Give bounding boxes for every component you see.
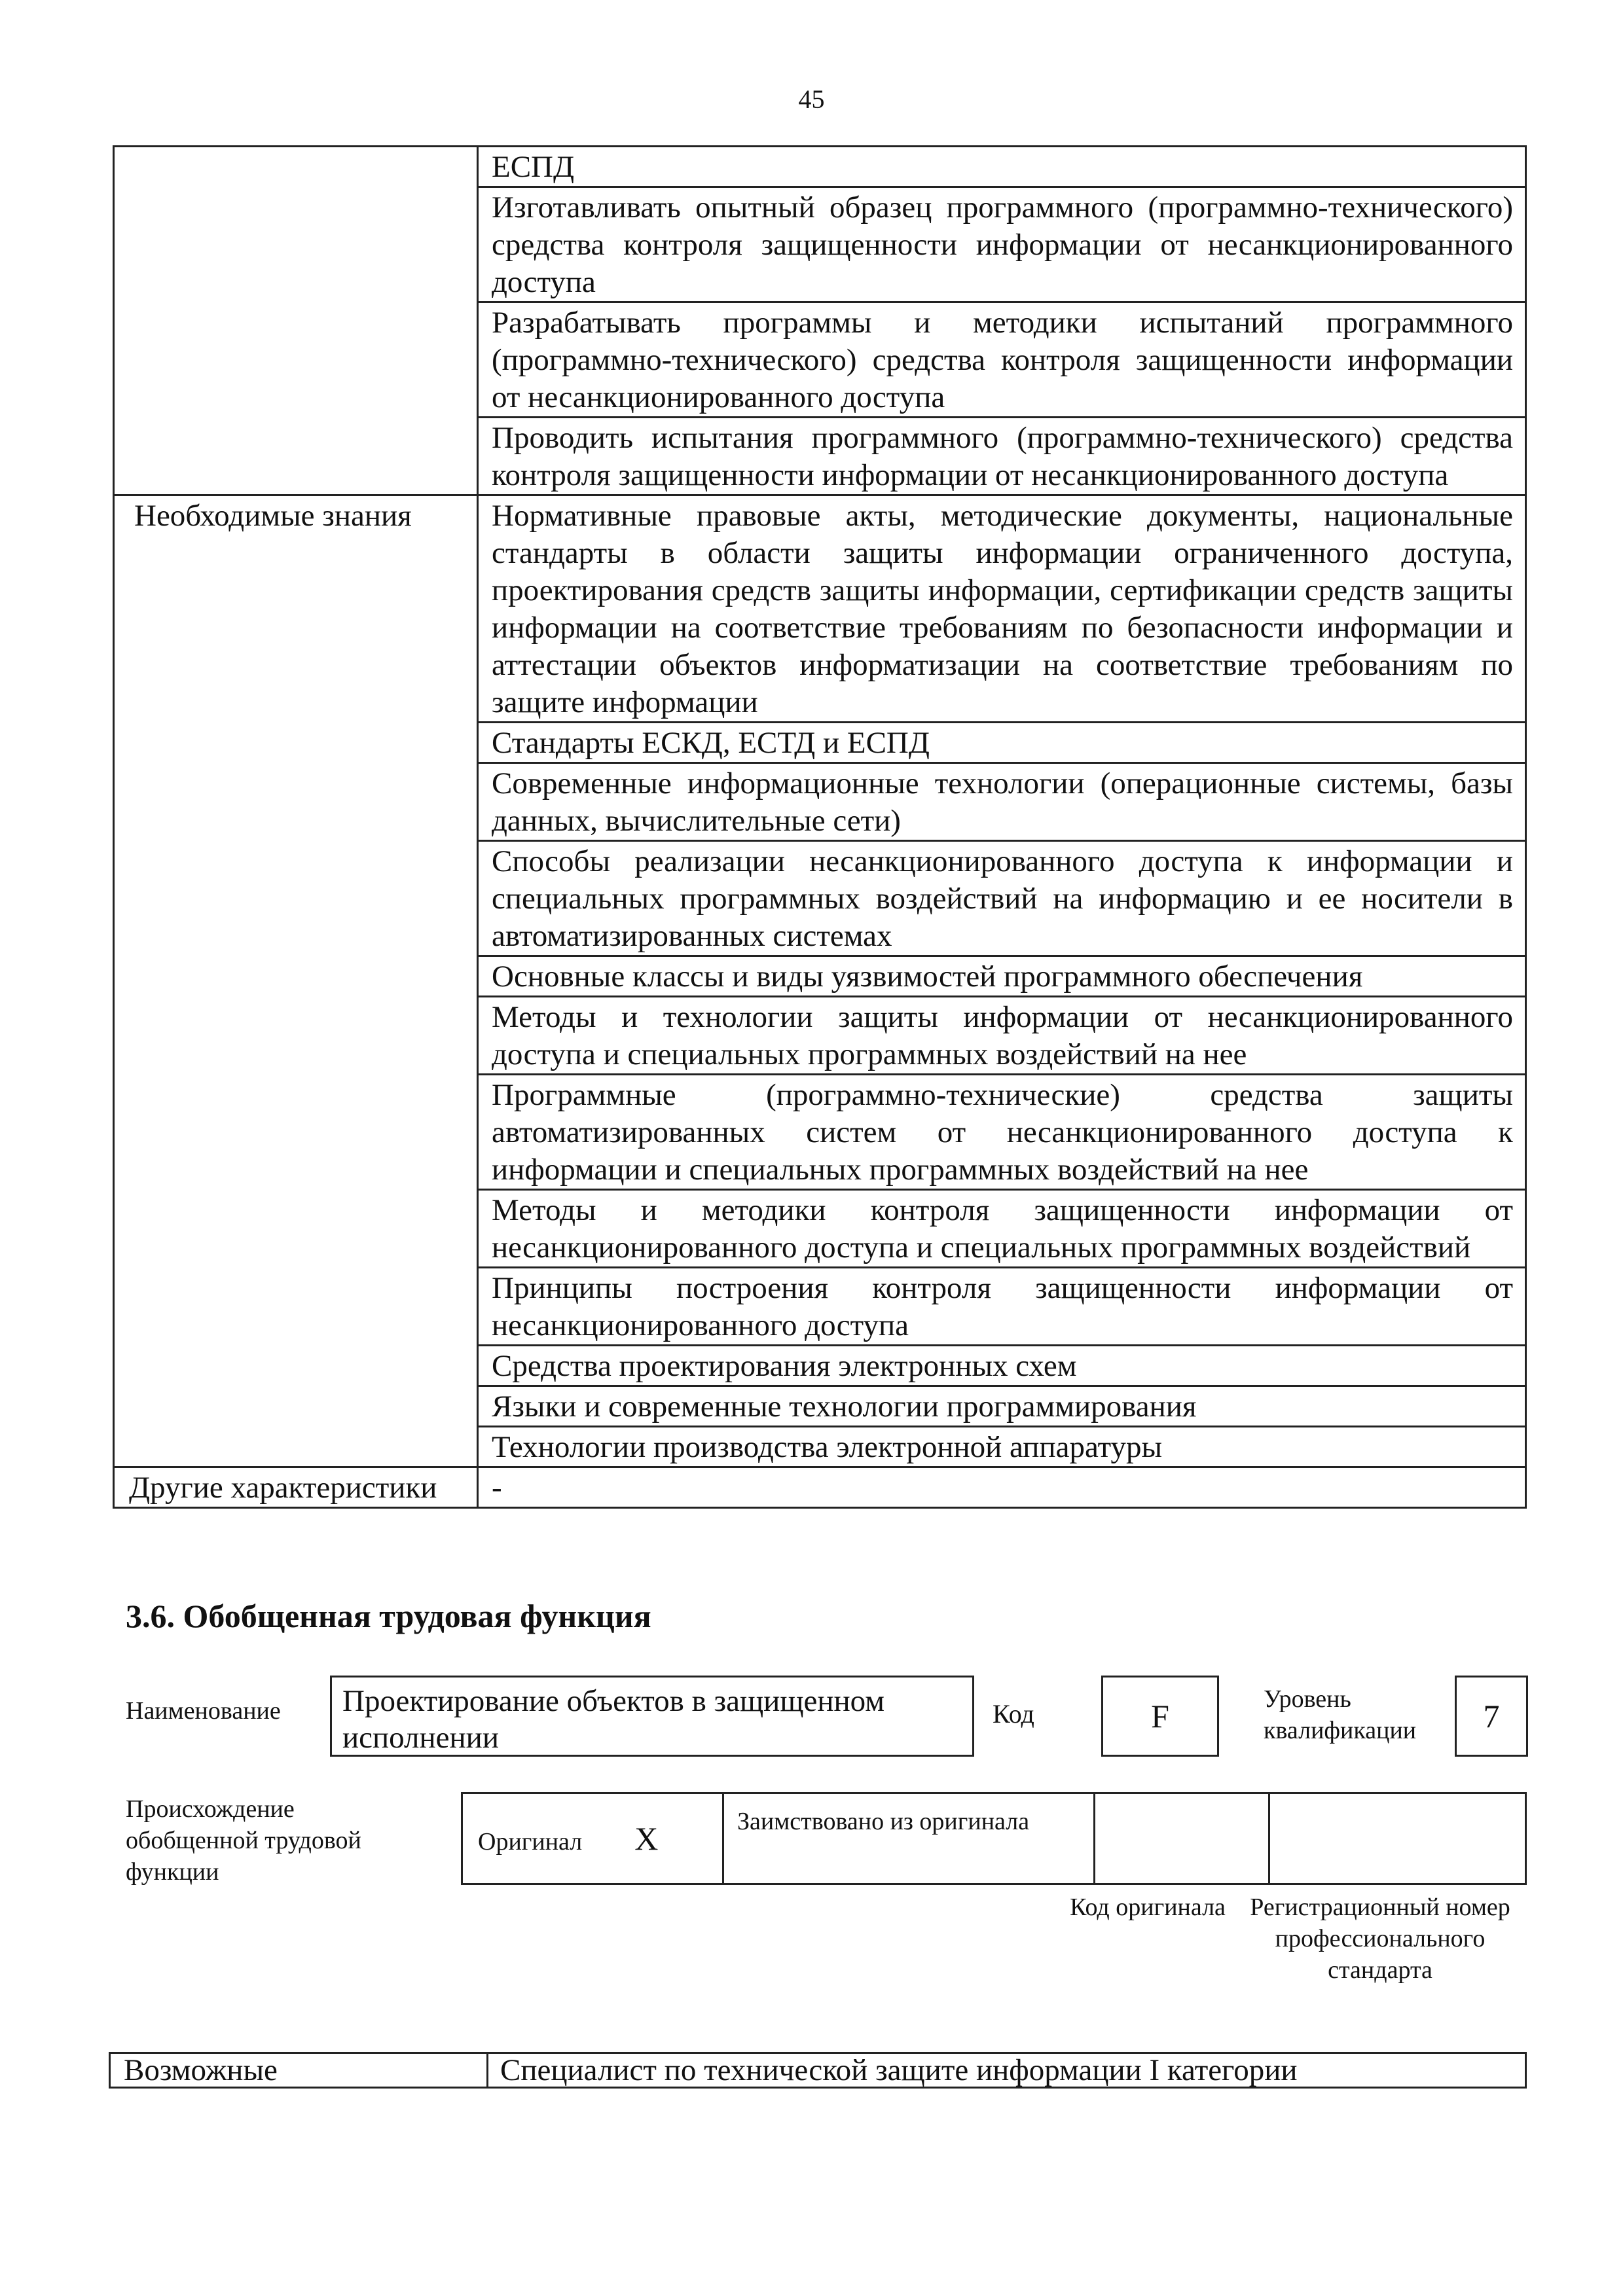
borrowed-label: Заимствовано из оригинала xyxy=(723,1793,1095,1884)
reg-number-label: Регистрационный номер профессионального стандарта xyxy=(1250,1893,1510,1984)
origin-label: Происхождение обобщенной трудовой функции xyxy=(126,1795,361,1886)
table-cell: Языки и современные технологии программирования xyxy=(478,1386,1526,1427)
code-label: Код xyxy=(993,1699,1034,1729)
original-label: Оригинал xyxy=(478,1828,583,1856)
possible-value: Специалист по технической защите информации I категории xyxy=(488,2053,1526,2088)
row-label-knowledge: Необходимые знания xyxy=(114,495,478,1467)
original-mark: X xyxy=(634,1820,659,1857)
table-cell: Технологии производства электронной аппаратуры xyxy=(478,1427,1526,1467)
table-cell: Методы и технологии защиты информации от несанкционированного доступа и специальных программных воздействий на нее xyxy=(478,997,1526,1075)
table-cell: Нормативные правовые акты, методические документы, национальные стандарты в области защиты информации ограниченного доступа, проектирования средств защиты информации, сертификации средств защиты информации на соответствие требованиям по безопасности информации и аттестации объектов информатизации на соответствие требованиям по защите информации xyxy=(478,495,1526,723)
origin-original-cell xyxy=(462,1793,723,1884)
code-value: F xyxy=(1101,1676,1219,1757)
reg-number-cell xyxy=(1269,1793,1526,1884)
table-cell: ЕСПД xyxy=(478,147,1526,187)
level-label: Уровень квалификации xyxy=(1264,1685,1417,1744)
row-label-other: Другие характеристики xyxy=(114,1467,478,1508)
name-label: Наименование xyxy=(126,1697,281,1725)
table-cell: Методы и методики контроля защищенности информации от несанкционированного доступа и специальных программных воздействий xyxy=(478,1190,1526,1268)
possible-label: Возможные xyxy=(110,2053,488,2088)
table-cell: Принципы построения контроля защищенности информации от несанкционированного доступа xyxy=(478,1268,1526,1346)
table-cell: - xyxy=(478,1467,1526,1508)
positions-table xyxy=(109,2052,1527,2089)
table-cell: Основные классы и виды уязвимостей программного обеспечения xyxy=(478,956,1526,997)
page-number: 45 xyxy=(798,84,825,114)
table-cell: Современные информационные технологии (операционные системы, базы данных, вычислительные сети) xyxy=(478,763,1526,841)
code-original-cell xyxy=(1095,1793,1269,1884)
table-row xyxy=(114,1467,1526,1508)
origin-table xyxy=(461,1792,1527,1885)
table-cell: Способы реализации несанкционированного доступа к информации и специальных программных воздействий на информацию и ее носители в автоматизированных системах xyxy=(478,841,1526,956)
table-cell: Стандарты ЕСКД, ЕСТД и ЕСПД xyxy=(478,723,1526,763)
section-title: 3.6. Обобщенная трудовая функция xyxy=(126,1598,651,1634)
table-cell: Изготавливать опытный образец программного (программно-технического) средства контроля защищенности информации от несанкционированного доступа xyxy=(478,187,1526,302)
code-original-label: Код оригинала xyxy=(1070,1893,1226,1921)
table-row xyxy=(114,147,1526,187)
table-row xyxy=(114,495,1526,723)
row-label xyxy=(114,147,478,495)
level-value: 7 xyxy=(1455,1676,1528,1757)
table-cell: Программные (программно-технические) средства защиты автоматизированных систем от несанкционированного доступа к информации и специальных программных воздействий на нее xyxy=(478,1075,1526,1190)
knowledge-table xyxy=(113,145,1527,1509)
table-cell: Проводить испытания программного (программно-технического) средства контроля защищенности информации от несанкционированного доступа xyxy=(478,418,1526,495)
name-value: Проектирование объектов в защищенном исполнении xyxy=(330,1676,974,1757)
table-cell: Разрабатывать программы и методики испытаний программного (программно-технического) средства контроля защищенности информации от несанкционированного доступа xyxy=(478,302,1526,418)
table-cell: Средства проектирования электронных схем xyxy=(478,1346,1526,1386)
